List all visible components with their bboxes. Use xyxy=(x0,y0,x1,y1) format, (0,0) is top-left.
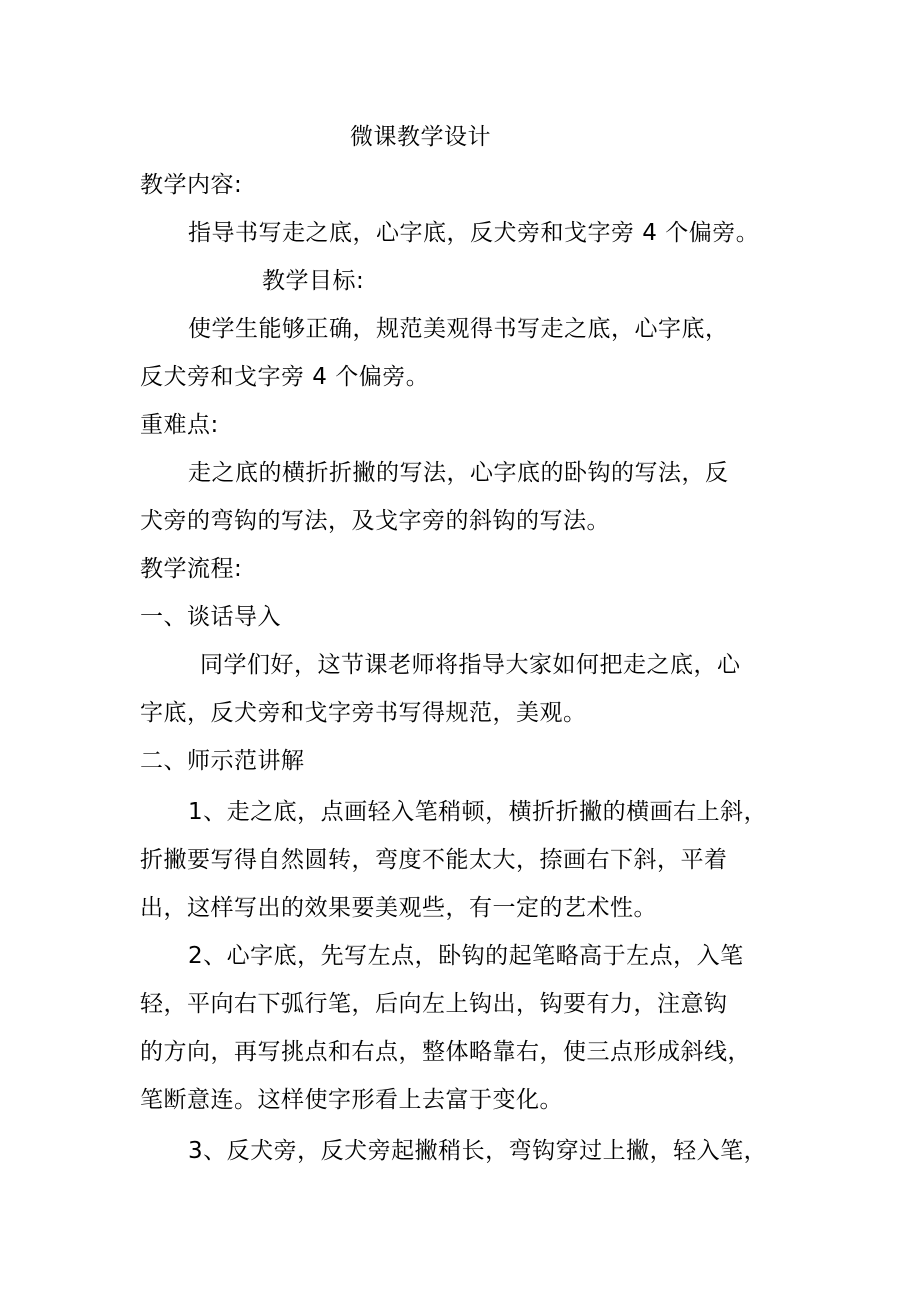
section-heading-2: 二、师示范讲解 xyxy=(140,748,305,774)
text-line: 走之底的横折折撇的写法，心字底的卧钩的写法，反 xyxy=(188,460,729,486)
text-line: 1、走之底，点画轻入笔稍顿，横折折撇的横画右上斜， xyxy=(188,799,768,825)
text-line: 2、心字底，先写左点，卧钩的起笔略高于左点，入笔 xyxy=(188,943,744,969)
text-line: 字底，反犬旁和戈字旁书写得规范，美观。 xyxy=(140,700,587,726)
heading-difficulty: 重难点: xyxy=(140,412,219,438)
text-line: 笔断意连。这样使字形看上去富于变化。 xyxy=(140,1087,563,1113)
text-line: 3、反犬旁，反犬旁起撇稍长，弯钩穿过上撇，轻入笔， xyxy=(188,1138,768,1164)
text-line: 出，这样写出的效果要美观些，有一定的艺术性。 xyxy=(140,895,657,921)
text-line: 同学们好，这节课老师将指导大家如何把走之底，心 xyxy=(200,652,741,678)
text-line: 使学生能够正确，规范美观得书写走之底，心字底， xyxy=(188,316,729,342)
text-line: 犬旁的弯钩的写法，及戈字旁的斜钩的写法。 xyxy=(140,508,610,534)
text-line: 反犬旁和戈字旁 4 个偏旁。 xyxy=(140,364,430,390)
text-line: 指导书写走之底，心字底，反犬旁和戈字旁 4 个偏旁。 xyxy=(188,220,760,246)
text-line: 的方向，再写挑点和右点，整体略靠右，使三点形成斜线， xyxy=(140,1039,751,1065)
document-title: 微课教学设计 xyxy=(350,124,491,150)
section-heading-1: 一、谈话导入 xyxy=(140,604,281,630)
text-line: 折撇要写得自然圆转，弯度不能太大，捺画右下斜，平着 xyxy=(140,847,728,873)
text-line: 轻，平向右下弧行笔，后向左上钩出，钩要有力，注意钩 xyxy=(140,991,728,1017)
heading-goal: 教学目标: xyxy=(262,268,365,294)
heading-process: 教学流程: xyxy=(140,556,243,582)
heading-content: 教学内容: xyxy=(140,172,243,198)
